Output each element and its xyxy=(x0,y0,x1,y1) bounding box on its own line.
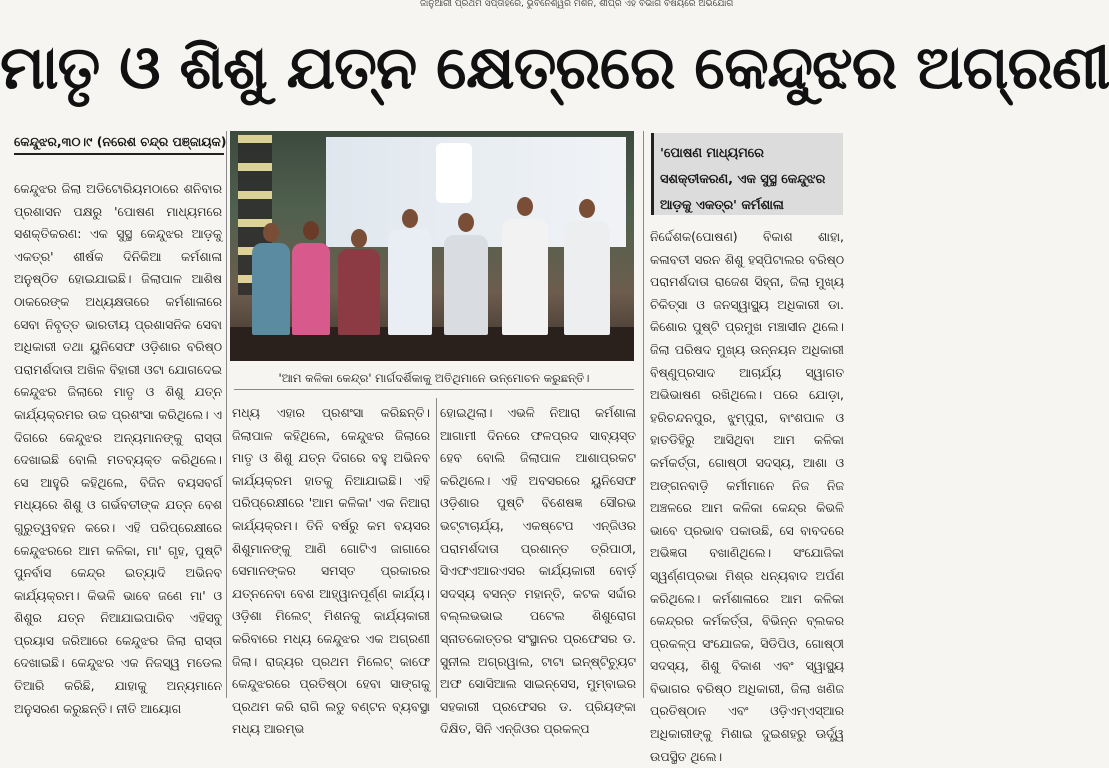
news-photo xyxy=(230,131,634,361)
article-column-2: ମଧ୍ୟ ଏହାର ପ୍ରଶଂସା କରିଛନ୍ତି। ଜିଲାପାଳ କହିଥିଲେ, କେନ୍ଦୁଝର ଜିଲାରେ ମାତୃ ଓ ଶିଶୁ ଯତ୍ନ ଦିଗରେ ବହୁ ଅଭିନବ କାର୍ଯ୍ୟକ୍ରମ ହାତକୁ ନିଆଯାଇଛି। ଏହି ପରିପ୍ରେକ୍ଷୀରେ 'ଆମ କଳିକା' ଏକ ନିଆରା କାର୍ଯ୍ୟକ୍ରମ। ତିନି ବର୍ଷରୁ କମ ବୟସର ଶିଶୁମାନଙ୍କୁ ଆଣି ଗୋଟିଏ ଜାଗାରେ ସେମାନଙ୍କର ସମସ୍ତ ପ୍ରକାରର ଯତ୍ନନେବା ବେଶ ଆହ୍ୱାନପୂର୍ଣ୍ଣ କାର୍ଯ୍ୟ। ଓଡ଼ିଶା ମିଲେଟ୍ ମିଶନକୁ କାର୍ଯ୍ୟକାରୀ କରିବାରେ ମଧ୍ୟ କେନ୍ଦୁଝର ଏକ ଅଗ୍ରଣୀ ଜିଲା। ରାଜ୍ୟର ପ୍ରଥମ ମିଲେଟ୍ କାଫେ କେନ୍ଦୁଝରରେ ପ୍ରତିଷ୍ଠା ହେବା ସାଙ୍ଗକୁ ପ୍ରଥମ କରି ରାଗି ଲଡୁ ବଣ୍ଟନ ବ୍ୟବସ୍ଥା ମଧ୍ୟ ଆରମ୍ଭ xyxy=(232,405,430,737)
poster-portrait xyxy=(436,143,472,203)
article-column-4: ନିର୍ଦ୍ଦେଶକ(ପୋଷଣ) ବିକାଶ ଶାହା, କଳାବତୀ ସରନ ଶିଶୁ ହସ୍ପିଟାଲର ବରିଷ୍ଠ ପରାମର୍ଶଦାତା ରାଜେଶ ସିହ୍ନା, ଜିଲା ମୁଖ୍ୟ ଚିକିତ୍ସା ଓ ଜନସ୍ୱାସ୍ଥ୍ୟ ଅଧିକାରୀ ଡା. କିଶୋର ପୁଷ୍ଟି ପ୍ରମୁଖ ମଞ୍ଚାସୀନ ଥିଲେ। ଜିଲା ପରିଷଦ ମୁଖ୍ୟ ଉନ୍ନୟନ ଅଧିକାରୀ ବିଷ୍ଣୁପ୍ରସାଦ ଆଚାର୍ଯ୍ୟ ସ୍ୱାଗତ ଅଭିଭାଷଣ ରଖିଥିଲେ। ପରେ ଯୋଡ଼ା, ହରିଚନ୍ଦନପୁର, ଝୁମ୍ପୁରା, ବାଂଶପାଳ ଓ ହାତଡିହିରୁ ଆସିଥିବା ଆମ କଳିକା କର୍ମକର୍ତ୍ତା, ଗୋଷ୍ଠୀ ସଦସ୍ୟ, ଆଶା ଓ ଅଙ୍ଗନବାଡ଼ି କର୍ମୀମାନେ ନିଜ ନିଜ ଅଞ୍ଚଳରେ ଆମ କଳିକା କେନ୍ଦ୍ର କିଭଳି ଭାବେ ପ୍ରଭାବ ପକାଉଛି, ସେ ବାବଦରେ ଅଭିଜ୍ଞତା ବଖାଣିଥିଲେ। ସଂଯୋଜିକା ସ୍ୱର୍ଣ୍ଣପ୍ରଭା ମିଶ୍ର ଧନ୍ୟବାଦ ଅର୍ପଣ କରିଥିଲେ। କର୍ମଶାଳାରେ ଆମ କଳିକା କେନ୍ଦ୍ରର କର୍ମକର୍ତ୍ତା, ବିଭିନ୍ନ ବ୍ଲକର ପ୍ରକଳ୍ପ ସଂଯୋଜକ, ସିଡିପିଓ, ଗୋଷ୍ଠୀ ସଦସ୍ୟ, ଶିଶୁ ବିକାଶ ଏବଂ ସ୍ୱାସ୍ଥ୍ୟ ବିଭାଗର ବରିଷ୍ଠ ଅଧିକାରୀ, ଜିଲା ଖଣିଜ ପ୍ରତିଷ୍ଠାନ ଏବଂ ଓଡ଼ିଏମ୍ଏସ୍ଆର ଅଧିକାରୀଙ୍କୁ ମିଶାଇ ଦୁଇଶହରୁ ଊର୍ଦ୍ଧ୍ୱ ଉପସ୍ଥିତ ଥିଲେ। xyxy=(650,229,844,764)
person-figure xyxy=(564,221,610,335)
top-strip-text: ଜାନୁଆରୀ ପ୍ରଥମ ସପ୍ତାହରେ, ଭୁବନେଶ୍ୱର ମିଶନ, ଶୀଘ୍ର ଏହି ବିଭାଗ ବିଷୟରେ ଅଭିଯୋଗ xyxy=(420,0,734,9)
person-figure xyxy=(292,243,330,335)
person-head xyxy=(579,199,595,218)
person-figure xyxy=(388,229,432,335)
side-box-title: 'ପୋଷଣ ମାଧ୍ୟମରେ ସଶକ୍ତୀକରଣ, ଏକ ସୁସ୍ଥ କେନ୍ଦୁଝର ଆଡ଼କୁ ଏକତ୍ର' କର୍ମଶାଳା xyxy=(651,133,843,215)
person-figure xyxy=(252,243,290,335)
person-head xyxy=(351,229,367,248)
person-head xyxy=(517,197,533,216)
person-head xyxy=(263,223,279,242)
person-head xyxy=(458,213,474,232)
person-figure xyxy=(338,249,380,335)
person-head xyxy=(303,221,319,240)
article-column-3: ହୋଇଥିଲା। ଏଭଳି ନିଆରା କର୍ମଶାଳା ଆଗାମୀ ଦିନରେ ଫଳପ୍ରଦ ସାବ୍ୟସ୍ତ ହେବ ବୋଲି ଜିଲାପାଳ ଆଶାପ୍ରକଟ କରିଥିଲେ। ଏହି ଅବସରରେ ୟୁନିସେଫ ଓଡ଼ିଶାର ପୁଷ୍ଟି ବିଶେଷଜ୍ଞ ସୌରଭ ଭଟ୍ଟାଚାର୍ଯ୍ୟ, ଏକଷ୍ଟେପ ଏନ୍ଜିଓର ପରାମର୍ଶଦାତା ପ୍ରଶାନ୍ତ ତ୍ରିପାଠୀ, ସିଏଫଏଆରଏସର କାର୍ଯ୍ୟକାରୀ ବୋର୍ଡ଼ ସଦସ୍ୟ ବସନ୍ତ ମହାନ୍ତି, କଟକ ସର୍ଦ୍ଦାର ବଲ୍ଲଭଭାଇ ପଟେଲ ଶିଶୁରୋଗ ସ୍ନାତକୋତ୍ତର ସଂସ୍ଥାନର ପ୍ରଫେସର ଡ. ସୁନୀଲ ଅଗ୍ରୱାଲ, ଟାଟା ଇନ୍ଷ୍ଟିଚ୍ୟୁଟ ଅଫ ସୋସିଆଲ ସାଇନ୍ସେସ, ମୁମ୍ବାଇର ସହକାରୀ ପ୍ରଫେସର ଡ. ପ୍ରିୟଙ୍କା ଦିକ୍ଷିତ, ସିନି ଏନ୍ଜିଓର ପ୍ରକଳ୍ପ xyxy=(440,405,636,737)
person-figure xyxy=(444,235,488,335)
person-head xyxy=(402,209,418,228)
column-rule xyxy=(226,131,227,698)
person-figure xyxy=(502,219,548,335)
column-rule xyxy=(643,131,644,698)
dateline: କେନ୍ଦୁଝର,୩୦।୯ (ନରେଶ ଚନ୍ଦ୍ର ପଞ୍ଜାୟକ) xyxy=(14,131,224,155)
headline: ମାତୃ ଓ ଶିଶୁ ଯତ୍ନ କ୍ଷେତ୍ରରେ କେନ୍ଦୁଝର ଅଗ୍ରଣୀ xyxy=(0,33,1109,103)
article-column-1: କେନ୍ଦୁଝର ଜିଲା ଅଡିଟୋରିୟମଠାରେ ଶନିବାର ପ୍ରଶାସନ ପକ୍ଷରୁ 'ପୋଷଣ ମାଧ୍ୟମରେ ସଶକ୍ତିକରଣ: ଏକ ସୁସ୍ଥ କେନ୍ଦୁଝର ଆଡ଼କୁ ଏକତ୍ର' ଶୀର୍ଷକ ଦିନିକିଆ କର୍ମଶାଳା ଅନୁଷ୍ଠିତ ହୋଇଯାଇଛି। ଜିଲାପାଳ ଆଶିଷ ଠାକରେଙ୍କ ଅଧ୍ୟକ୍ଷତାରେ କର୍ମଶାଳାରେ ସେବା ନିବୃତ୍ତ ଭାରତୀୟ ପ୍ରଶାସନିକ ସେବା ଅଧିକାରୀ ତଥା ୟୁନିସେଫ ଓଡ଼ିଶାର ବରିଷ୍ଠ ପରାମର୍ଶଦାତା ଅଖିଳ ବିହାରୀ ଓଟା ଯୋଗଦେଇ କେନ୍ଦୁଝର ଜିଲାରେ ମାତୃ ଓ ଶିଶୁ ଯତ୍ନ କାର୍ଯ୍ୟକ୍ରମର ଉଚ୍ଚ ପ୍ରଶଂସା କରିଥିଲେ। ଏ ଦିଗରେ କେନ୍ଦୁଝର ଅନ୍ୟମାନଙ୍କୁ ରାସ୍ତା ଦେଖାଇଛି ବୋଲି ମତବ୍ୟକ୍ତ କରିଥିଲେ। ସେ ଆହୁରି କହିଥିଲେ, ବିଜିନ ବୟସବର୍ଗ ମଧ୍ୟରେ ଶିଶୁ ଓ ଗର୍ଭବତୀଙ୍କ ଯତ୍ନ ବେଶ ଗୁରୁତ୍ୱବହନ କରେ। ଏହି ପରିପ୍ରେକ୍ଷୀରେ କେନ୍ଦୁଝରରେ ଆମ କଳିକା, ମା' ଗୃହ, ପୁଷ୍ଟି ପୁନର୍ବାସ କେନ୍ଦ୍ର ଇତ୍ୟାଦି ଅଭିନବ କାର୍ଯ୍ୟକ୍ରମ। କିଭଳି ଭାବେ ଜଣେ ମା' ଓ ଶିଶୁର ଯତ୍ନ ନିଆଯାଇପାରିବ ଏହିସବୁ ପ୍ରୟାସ ଜରିଆରେ କେନ୍ଦୁଝର ଜିଲା ରାସ୍ତା ଦେଖାଇଛି। କେନ୍ଦୁଝର ଏକ ନିଜସ୍ୱ ମଡେଲ ତିଆରି କରିଛି, ଯାହାକୁ ଅନ୍ୟମାନେ ଅନୁସରଣ କରୁଛନ୍ତି। ନୀତି ଆୟୋଗ xyxy=(14,181,222,716)
photo-caption: 'ଆମ କଳିକା କେନ୍ଦ୍ର' ମାର୍ଗଦର୍ଶିକାକୁ ଅତିଥିମାନେ ଉନ୍ମୋଚନ କରୁଛନ୍ତି। xyxy=(234,367,634,390)
column-rule xyxy=(436,398,437,698)
